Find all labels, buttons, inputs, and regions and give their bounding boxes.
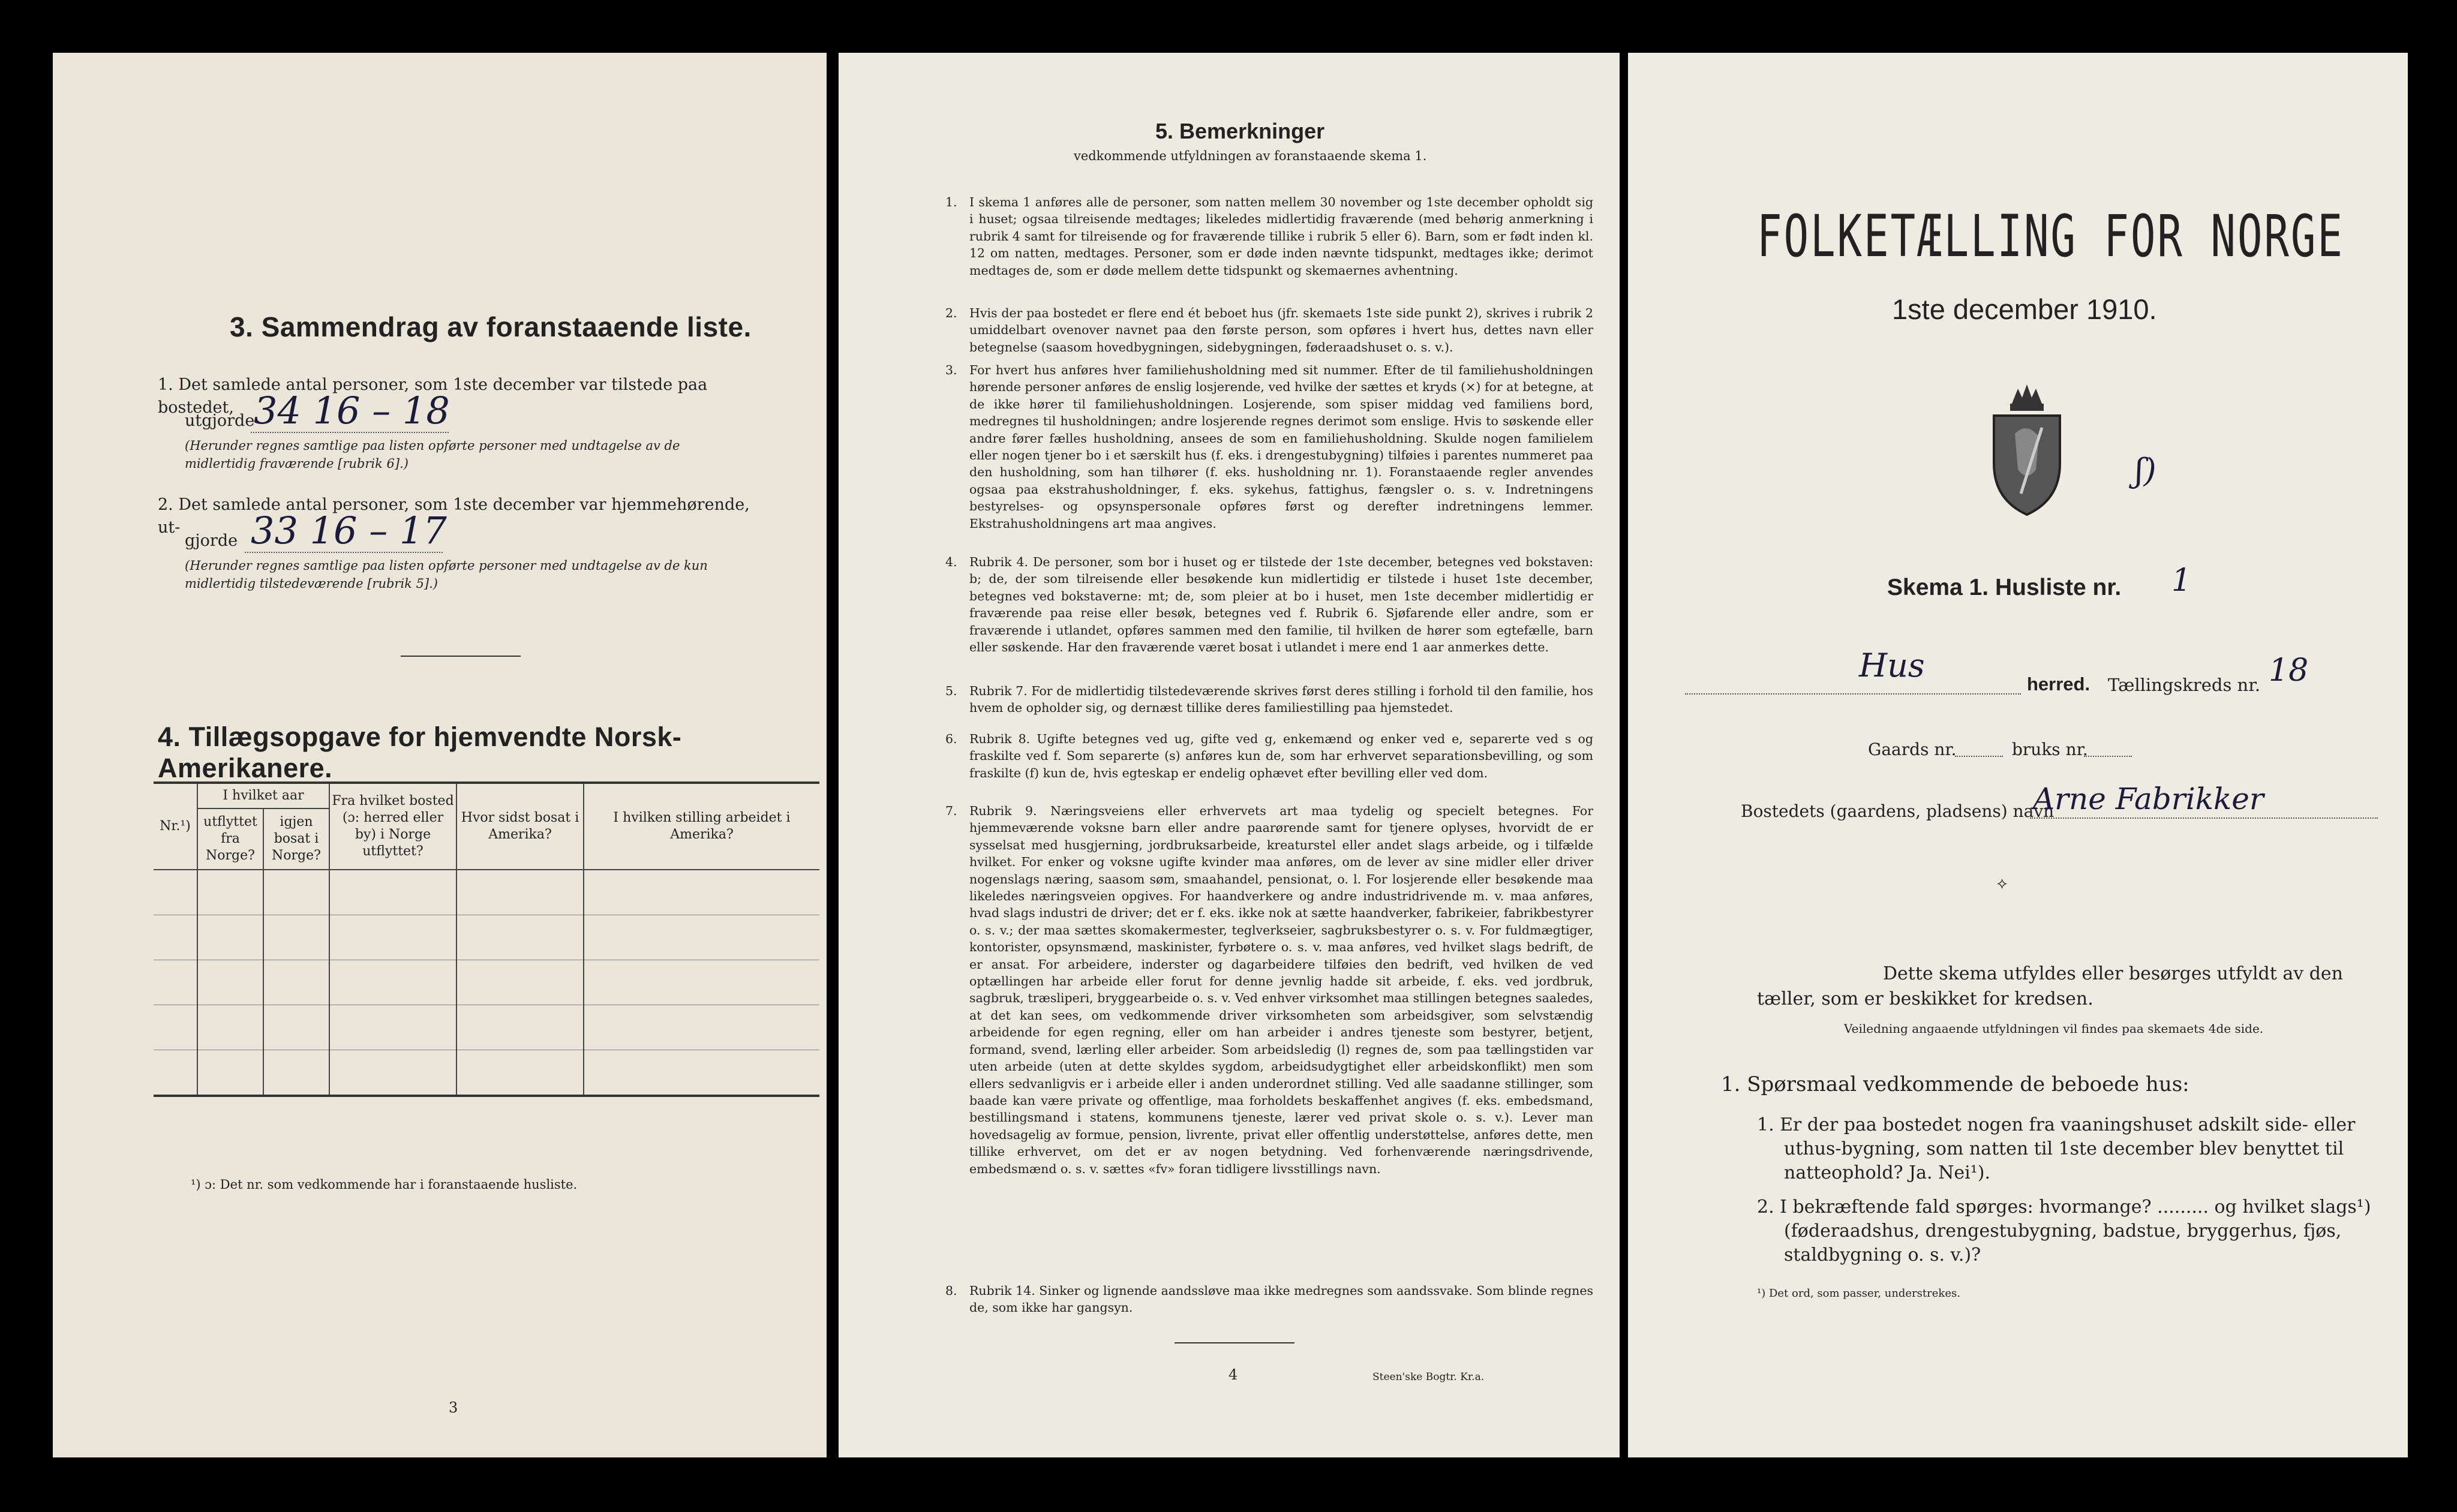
census-date: 1ste december 1910. <box>1892 293 2157 325</box>
remark-number: 2. <box>945 306 957 320</box>
form-footnote: ¹) Det ord, som passer, understrekes. <box>1757 1287 1960 1300</box>
table-row <box>154 1005 819 1050</box>
bosted-label: Bostedets (gaardens, pladsens) navn <box>1741 801 2054 821</box>
col-from-where: Fra hvilket bosted (ɔ: herred eller by) i Norge utflyttet? <box>329 783 456 870</box>
question-2: 2. I bekræftende fald spørges: hvormange? ......... og hvilket slags¹) (føderaadshus, drengestubygning, badstue, bryggerhus, fjøs, staldbygning o. s. v.)? <box>1757 1197 2371 1265</box>
remark-number: 4. <box>945 555 957 569</box>
section3-item1-lead: utgjorde <box>185 411 255 430</box>
gaards-field[interactable] <box>1955 756 2003 757</box>
questions-heading: 1. Spørsmaal vedkommende de beboede hus: <box>1721 1072 2189 1096</box>
handwritten-count-resident: 33 16 – 17 <box>251 509 447 552</box>
ornament-icon: ⟡ <box>1997 874 2008 892</box>
intro-note: Veiledning angaaende utfyldningen vil findes paa skemaets 4de side. <box>1844 1021 2264 1036</box>
norwegian-coat-of-arms-icon <box>1985 380 2069 520</box>
section3-item2-lead: gjorde <box>185 531 238 550</box>
husliste-number: 1 <box>2171 563 2192 599</box>
norwegian-american-table <box>154 781 819 1097</box>
bosted-field[interactable] <box>2030 817 2378 819</box>
divider <box>401 656 521 657</box>
gaards-label: Gaards nr. <box>1868 740 1957 759</box>
bosted-value: Arne Fabrikker <box>2033 781 2264 816</box>
page-number: 3 <box>449 1399 458 1416</box>
section3-title: 3. Sammendrag av foranstaaende liste. <box>230 311 752 342</box>
schema-label: Skema 1. Husliste nr. <box>1887 575 2122 600</box>
kreds-value: 18 <box>2269 653 2309 689</box>
section3-item1-note: (Herunder regnes samtlige paa listen opførte personer med undtagelse av de midlertidig fraværende [rubrik 6].) <box>185 438 680 471</box>
form-title: FOLKETÆLLING FOR NORGE <box>1757 203 2344 270</box>
table-row <box>154 1050 819 1096</box>
remark-text: Rubrik 14. Sinker og lignende aandssløve maa ikke medregnes som aandssvake. Som blinde regnes de, som ikke har gangsyn. <box>969 1283 1593 1315</box>
remark-item <box>945 305 1593 356</box>
remark-number: 7. <box>945 804 957 818</box>
table-row <box>154 915 819 960</box>
col-group-year: I hvilket aar <box>197 783 329 808</box>
left-page <box>53 53 827 1457</box>
remark-item <box>945 731 1593 781</box>
herred-value: Hus <box>1859 647 1925 684</box>
section3-item1: 1. Det samlede antal personer, som 1ste december var tilstede paa bostedet, <box>158 375 708 417</box>
table-row <box>154 960 819 1005</box>
col-last-residence: Hvor sidst bosat i Amerika? <box>456 783 584 870</box>
remark-item <box>945 554 1593 656</box>
kreds-label: Tællingskreds nr. <box>2108 675 2261 695</box>
remark-item <box>945 362 1593 532</box>
col-emigrated: utflyttet fra Norge? <box>197 808 263 870</box>
section4-title: 4. Tillægsopgave for hjemvendte Norsk-Amerikanere. <box>158 722 682 783</box>
remark-item <box>945 194 1593 279</box>
divider <box>1175 1342 1294 1343</box>
bruks-field[interactable] <box>2084 756 2132 757</box>
table-row <box>154 870 819 915</box>
question-1: 1. Er der paa bostedet nogen fra vaaningshuset adskilt side- eller uthus-bygning, som natten til 1ste december blev benyttet til natteophold? Ja. Nei¹). <box>1757 1114 2356 1183</box>
remark-text: For hvert hus anføres hver familiehusholdning med sit nummer. Efter de til familiehusholdningen hørende personer anføres de enslig losjerende, ved hvilke der sættes et kryds (×) for at betegne, at de ikke hører til familiehusholdningen. Losjerende, som spiser middag ved familiens bord, medregnes til husholdningen; andre losjerende regnes derimot som enslige. Hvis to søskende eller andre fører fælles husholdning, ansees de som en familiehusholdning. Skulde nogen familielem eller nogen tjener bo i et særskilt hus (f. eks. i drengestubygning) tilføies i parentes nummeret paa den husholdning, som han tilhører (f. eks. husholdning nr. 1). Foranstaaende regler anvendes ogsaa paa ekstrahusholdninger, f. eks. sykehus, fattighus, fængsler o. s. v. Indretningens bestyrelses- og opsynspersonale opføres først og derefter indretningens lemmer. Ekstrahusholdningens art maa angives. <box>969 363 1593 531</box>
col-occupation: I hvilken stilling arbeidet i Amerika? <box>584 783 819 870</box>
col-nr: Nr.¹) <box>154 783 197 870</box>
remarks-title: 5. Bemerkninger <box>1155 119 1325 143</box>
section3-item2-note: (Herunder regnes samtlige paa listen opførte personer med undtagelse av de kun midlertidig tilstedeværende [rubrik 5].) <box>185 558 708 591</box>
remark-text: I skema 1 anføres alle de personer, som natten mellem 30 november og 1ste december opholdt sig i huset; ogsaa tilreisende medtages; likeledes midlertidig fraværende (med behørig anmerkning i rubrik 4 samt for tilreisende og for fraværende tillike i rubrik 5 eller 6). Barn, som er født inden kl. 12 om natten, medtages. Personer, som er døde inden nævnte tidspunkt, medtages ikke; derimot medtages de, som er døde mellem dette tidspunkt og skemaernes avhentning. <box>969 195 1593 278</box>
handwritten-mark: ʃ) <box>2135 452 2156 489</box>
remark-number: 8. <box>945 1283 957 1298</box>
remark-number: 3. <box>945 363 957 377</box>
right-page <box>1628 53 2408 1457</box>
printer-imprint: Steen'ske Bogtr. Kr.a. <box>1372 1371 1485 1383</box>
remark-text: Rubrik 7. For de midlertidig tilstedeværende skrives først deres stilling i forhold til den familie, hos hvem de opholder sig, og dernæst tillike deres familiestilling paa hjemstedet. <box>969 684 1593 716</box>
remark-item <box>945 1282 1593 1316</box>
intro-text: Dette skema utfyldes eller besørges utfyldt av den tæller, som er beskikket for kredsen. <box>1757 963 2344 1009</box>
remark-number: 5. <box>945 684 957 698</box>
section3-item2: 2. Det samlede antal personer, som 1ste december var hjemmehørende, ut- <box>158 495 750 537</box>
remark-text: Rubrik 8. Ugifte betegnes ved ug, gifte ved g, enkemænd og enker ved e, separerte ved s og fraskilte ved f. Som separerte (s) anføres kun de, som har erhvervet separationsbevilling, og som fraskilte (f) kun de, hvis egteskap er endelig ophævet efter bevilling eller ved dom. <box>969 732 1593 780</box>
col-returned: igjen bosat i Norge? <box>263 808 329 870</box>
remarks-subtitle: vedkommende utfyldningen av foranstaaende skema 1. <box>1074 149 1427 163</box>
bruks-label: bruks nr. <box>2012 740 2088 759</box>
section4-footnote: ¹) ɔ: Det nr. som vedkommende har i foranstaaende husliste. <box>191 1177 578 1192</box>
remark-item <box>945 802 1593 1177</box>
remark-number: 6. <box>945 732 957 746</box>
remark-text: Rubrik 4. De personer, som bor i huset og er tilstede der 1ste december, betegnes ved bokstaven: b; de, der som tilreisende eller besøkende kun midlertidig er tilstede i huset 1ste december, betegnes ved bokstaverne: mt; de, som pleier at bo i huset, men 1ste december midlertidig er fraværende paa reise eller besøk, betegnes ved f. Rubrik 6. Sjøfarende eller andre, som er fraværende i utlandet, opføres sammen med den familie, til hvilken de hører som egtefælle, barn eller søskende. Har den fraværende været bosat i utlandet i mere end 1 aar anmerkes dette. <box>969 555 1593 655</box>
middle-page <box>839 53 1620 1457</box>
herred-field[interactable] <box>1685 669 2021 695</box>
remark-number: 1. <box>945 195 957 209</box>
remark-text: Hvis der paa bostedet er flere end ét beboet hus (jfr. skemaets 1ste side punkt 2), skrives i rubrik 2 umiddelbart ovenover navnet paa den første person, som opføres i hvert hus, dettes navn eller betegnelse (saasom hovedbygningen, sidebygningen, føderaadshuset o. s. v.). <box>969 306 1593 354</box>
remark-item <box>945 683 1593 717</box>
page-number: 4 <box>1228 1366 1238 1383</box>
handwritten-count-present: 34 16 – 18 <box>254 389 450 432</box>
herred-label: herred. <box>2027 674 2090 695</box>
remark-text: Rubrik 9. Næringsveiens eller erhvervets art maa tydelig og specielt betegnes. For hjemmeværende voksne barn eller andre paarørende samt for tjenere oplyses, hvorvidt de er sysselsat med husgjerning, jordbruksarbeide, kreaturstel eller andet slags arbeide, og i tilfælde hvilket. For enker og voksne ugifte kvinder maa anføres, om de lever av sine midler eller driver nogenslags næring, saasom søm, smaahandel, pensionat, o. l. For losjerende eller besøkende maa likeledes næringsveien opgives. For haandverkere og andre industridrivende m. v. maa anføres, hvad slags industri de driver; det er f. eks. ikke nok at sætte haandverker, fabrikeier, fabrikbestyrer o. s. v.; der maa sættes skomakermester, teglverkseier, sagbruksbestyrer o. s. v. For fuldmægtiger, kontorister, opsynsmænd, maskinister, fyrbøtere o. s. v. maa anføres, ved hvilket slags bedrift, de er ansat. For arbeidere, inderster og dagarbeidere tilføies den bedrift, ved hvilken de ved optællingen har arbeide eller forut for denne jevnlig hadde sit arbeide, f. eks. ved jordbruk, sagbruk, træsliperi, bryggearbeide o. s. v. Ved enhver virksomhet maa stillingen betegnes saaledes, at det kan sees, om vedkommende driver virksomheten som arbeidsgiver, som selvstændig arbeidende for egen regning, eller om han arbeider i andres tjeneste som bestyrer, betjent, formand, svend, lærling eller arbeider. Som arbeidsledig (l) regnes de, som paa tællingstiden var uten arbeide (uten at dette skyldes sygdom, arbeidsudygtighet eller arbeidskonflikt) men som ellers sedvanligvis er i arbeide eller i anden underordnet stilling. Ved alle saadanne stillinger, som baade kan være private og offentlige, maa forholdets beskaffenhet angives (f. eks. embedsmand, bestillingsmand i statens, kommunens tjeneste, lærer ved privat skole o. s. v.). Lever man hovedsagelig av formue, pension, livrente, privat eller offentlig understøttelse, anføres dette, men tillike erhvervet, om det er av nogen betydning. Ved forhenværende næringsdrivende, embedsmænd o. s. v. sættes «fv» foran tidligere livsstillings navn. <box>969 804 1593 1176</box>
